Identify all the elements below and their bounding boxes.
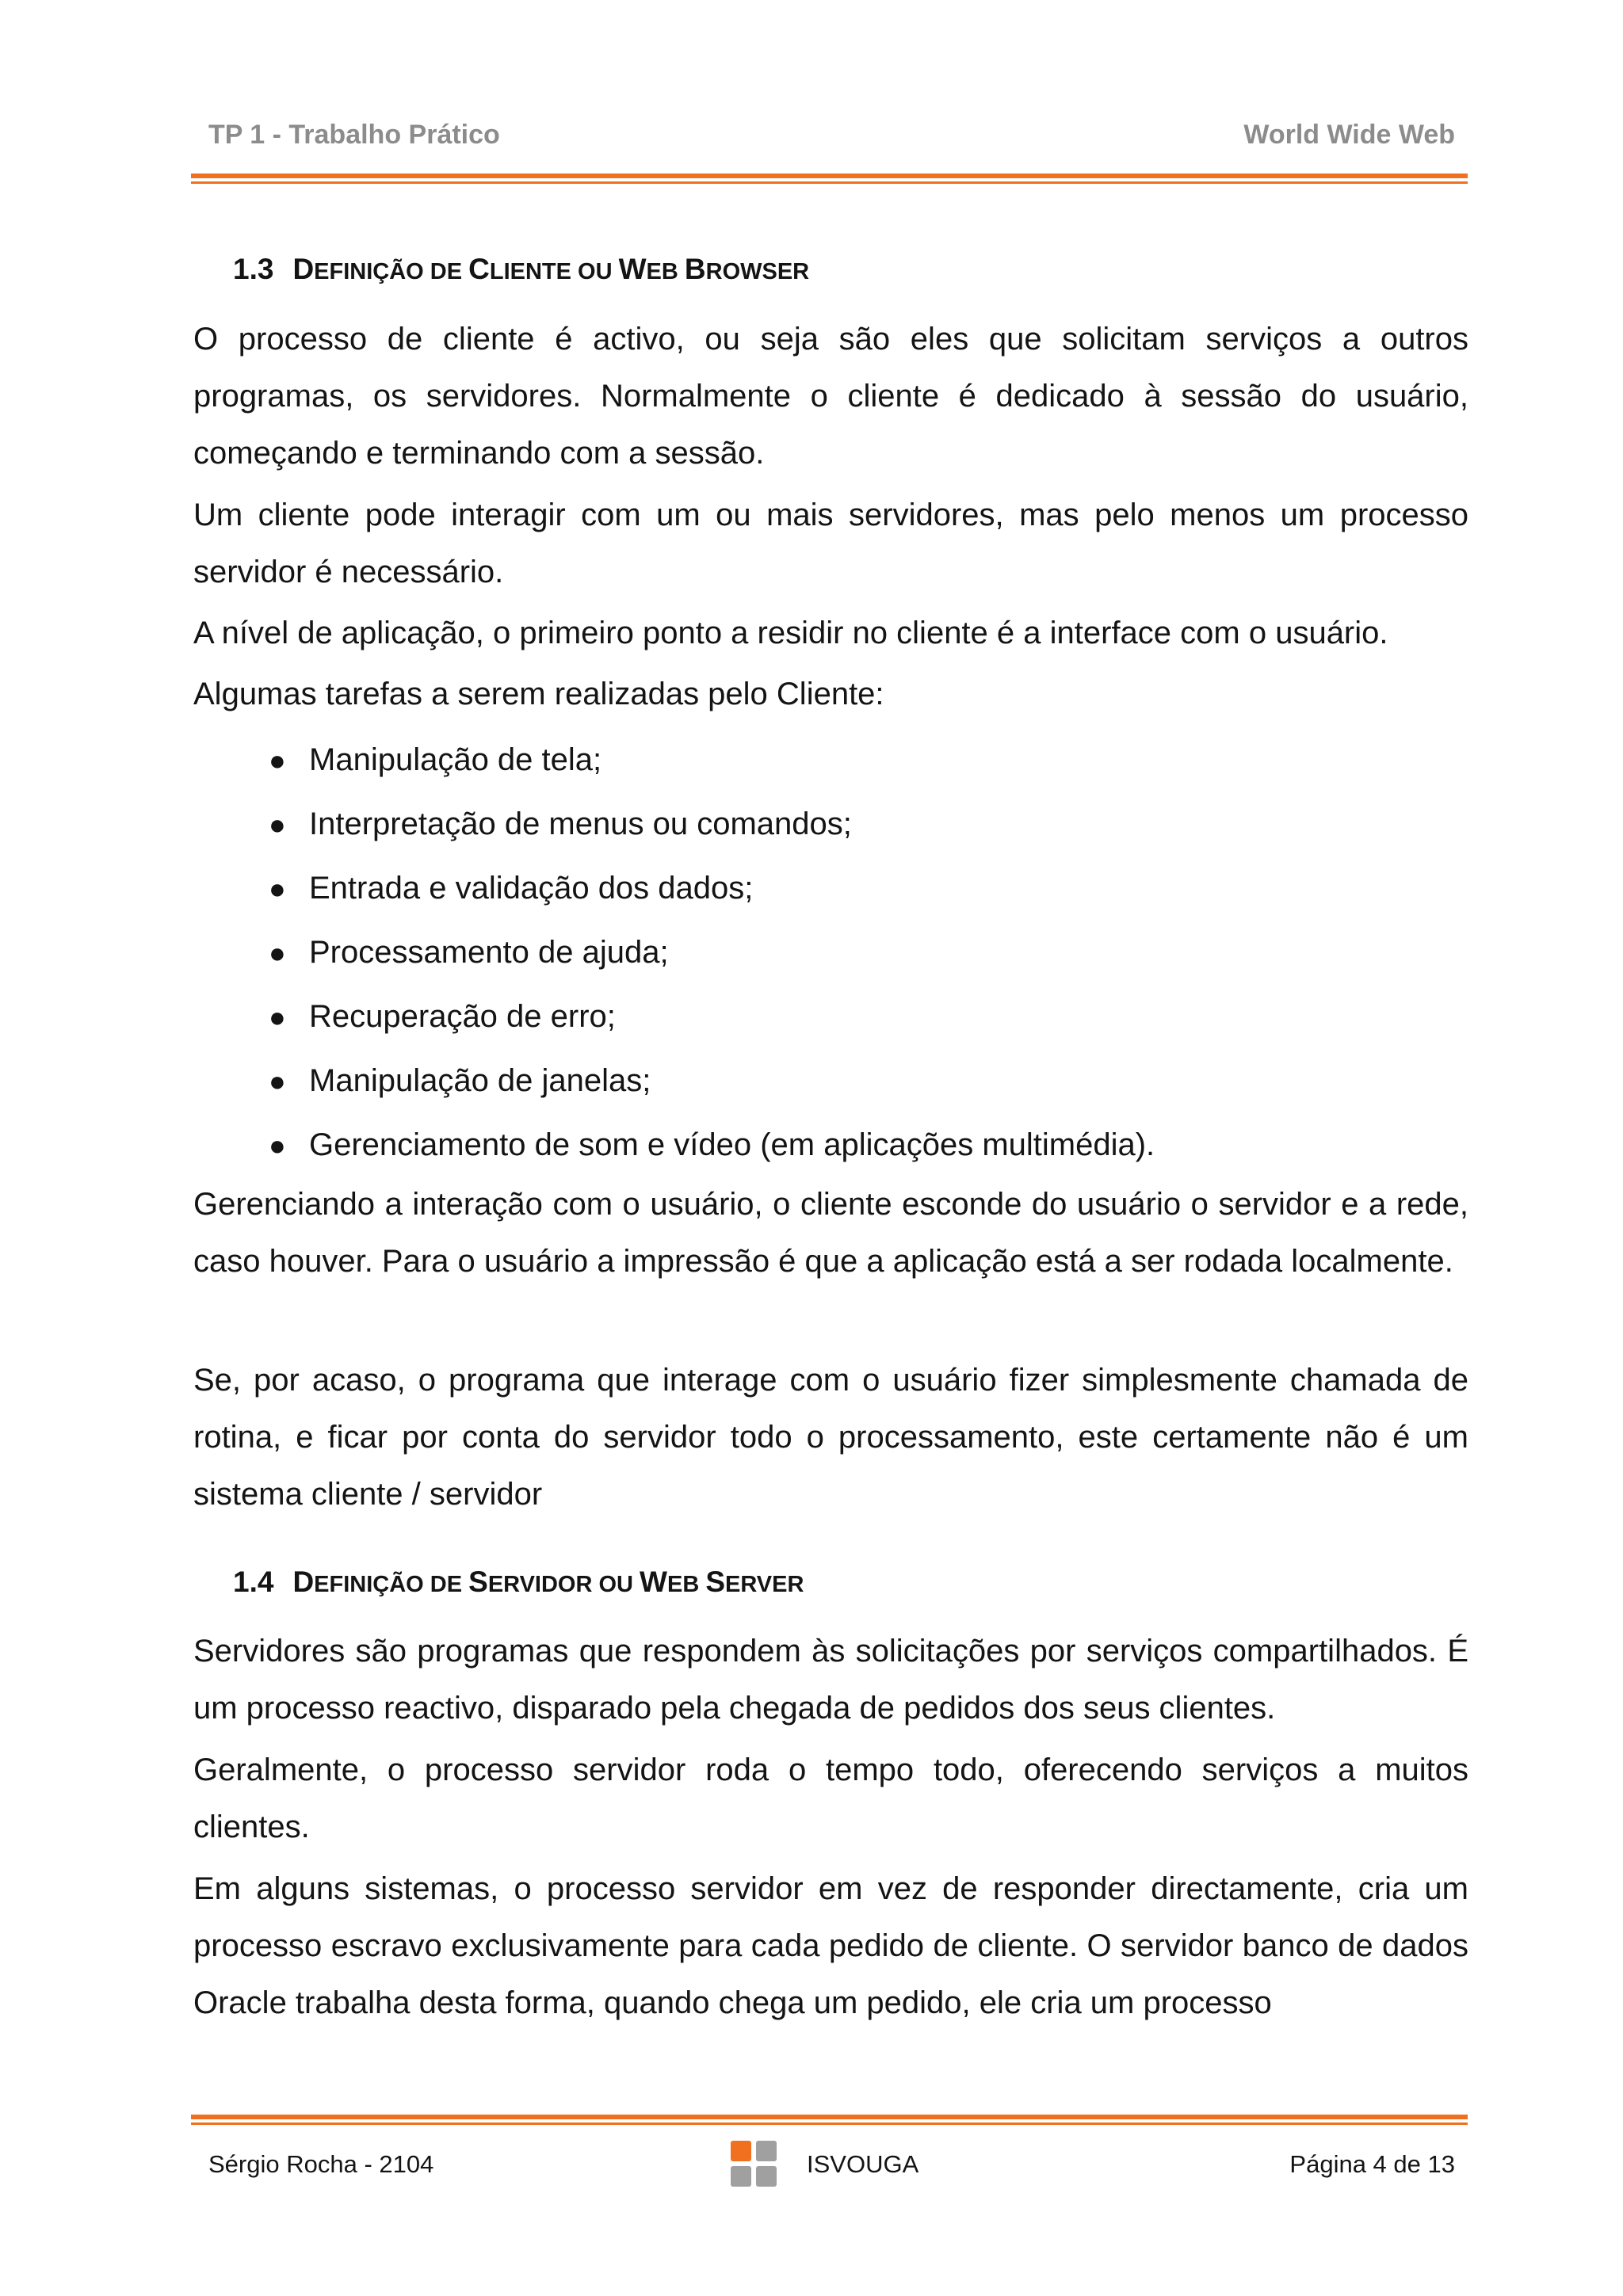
paragraph: Algumas tarefas a serem realizadas pelo Cliente: [193,677,884,711]
heading-smallcaps: ERVIDOR OU [487,1572,640,1597]
paragraph: Um cliente pode interagir com um ou mais servidores, mas pelo menos um processo servidor é necessário. [193,498,1468,589]
paragraph: Se, por acaso, o programa que interage com o usuário fizer simplesmente chamada de rotina, e ficar por conta do servidor todo o processamento, este certamente não é um sistema cliente / servidor [193,1363,1468,1512]
paragraph: Em alguns sistemas, o processo servidor em vez de responder directamente, cria um processo escravo exclusivamente para cada pedido de cliente. O servidor banco de dados Oracle trabalha desta forma, quando chega um pedido, ele cria um processo [193,1871,1468,2020]
heading-cap: W [618,253,647,285]
paragraph: Gerenciando a interação com o usuário, o cliente esconde do usuário o servidor e a rede, caso houver. Para o usuário a impressão é que a aplicação está a ser rodada localmente. [193,1187,1468,1279]
bullet-icon: ● [269,744,286,776]
list-item-text: Interpretação de menus ou comandos; [309,807,852,841]
list-item-text: Processamento de ajuda; [309,935,669,970]
task-list [265,728,1155,1177]
heading-cap: D [292,1566,315,1598]
list-item [265,1113,1155,1177]
heading-smallcaps: ROWSER [705,259,810,284]
isvouga-logo-icon [729,2139,778,2188]
bullet-icon: ● [269,872,286,905]
bullet-icon: ● [269,1129,286,1161]
list-item-text: Gerenciamento de som e vídeo (em aplicações multimédia). [309,1127,1155,1162]
footer-rule-thick [191,2115,1468,2119]
footer-institution: ISVOUGA [807,2150,919,2178]
logo-square-orange [731,2141,751,2161]
logo-square-gray [756,2166,777,2187]
bullet-icon: ● [269,936,286,969]
heading-cap: B [684,253,706,285]
list-item [265,728,1155,792]
list-item [265,792,1155,856]
section-heading-1-3 [233,252,809,289]
footer-rule-thin [191,2122,1468,2125]
list-item [265,985,1155,1049]
heading-cap: W [640,1566,667,1598]
list-item-text: Recuperação de erro; [309,999,616,1034]
section-heading-1-4 [233,1565,804,1602]
list-item-text: Manipulação de janelas; [309,1063,651,1098]
section-number: 1.3 [233,253,274,285]
section-number: 1.4 [233,1566,274,1598]
heading-cap: S [468,1566,488,1598]
heading-smallcaps: EB [646,259,685,284]
footer-author: Sérgio Rocha - 2104 [208,2150,434,2178]
list-item [265,856,1155,921]
paragraph: O processo de cliente é activo, ou seja são eles que solicitam serviços a outros programas, os servidores. Normalmente o cliente é dedicado à sessão do usuário, começando e terminando com a sessão. [193,322,1468,471]
header-document-title: TP 1 - Trabalho Prático [208,120,500,150]
logo-square-gray [756,2141,777,2161]
heading-smallcaps: EFINIÇÃO DE [314,259,469,284]
logo-square-gray [731,2166,751,2187]
bullet-icon: ● [269,1065,286,1097]
header-rule-thin [191,181,1468,184]
header-rule-thick [191,174,1468,178]
list-item-text: Entrada e validação dos dados; [309,871,754,906]
footer-page-number: Página 4 de 13 [1289,2150,1455,2178]
heading-smallcaps: EFINIÇÃO DE [314,1572,469,1597]
bullet-icon: ● [269,1001,286,1033]
heading-cap: D [292,253,315,285]
paragraph: A nível de aplicação, o primeiro ponto a residir no cliente é a interface com o usuário. [193,616,1388,650]
list-item-text: Manipulação de tela; [309,742,602,777]
list-item [265,1049,1155,1113]
paragraph: Servidores são programas que respondem às solicitações por serviços compartilhados. É um processo reactivo, disparado pela chegada de pedidos dos seus clientes. [193,1634,1468,1726]
bullet-icon: ● [269,808,286,841]
heading-smallcaps: LIENTE OU [489,259,619,284]
heading-smallcaps: ERVER [725,1572,804,1597]
header-subject: World Wide Web [1243,120,1455,150]
list-item [265,921,1155,985]
heading-cap: S [705,1566,726,1598]
heading-smallcaps: EB [666,1572,706,1597]
paragraph: Geralmente, o processo servidor roda o tempo todo, oferecendo serviços a muitos clientes. [193,1753,1468,1844]
heading-cap: C [468,253,490,285]
